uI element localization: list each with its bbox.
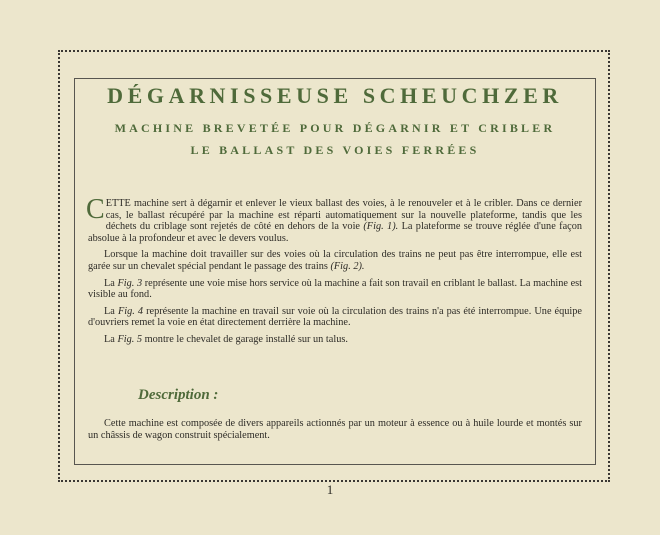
page-number: 1 xyxy=(326,482,334,497)
body-text xyxy=(86,194,583,351)
paragraph-1-end: La plateforme se trouve réglée d'une façon absolue à la profondeur et avec le devers voulus. xyxy=(88,221,583,244)
subtitle-line-1: MACHINE BREVETÉE POUR DÉGARNIR ET CRIBLER xyxy=(114,121,556,135)
figure-ref: (Fig. 2). xyxy=(330,260,365,272)
paragraph-2 xyxy=(88,249,582,272)
paragraph-4-start: La xyxy=(104,305,115,317)
description-heading: Description : xyxy=(138,387,219,403)
paragraph-5-text: montre le chevalet de garage installé sur un talus. xyxy=(144,333,348,345)
paragraph-3-text: représente une voie mise hors service où la machine a fait son travail en criblant le ballast. La machine est visible au fond. xyxy=(88,277,583,301)
paragraph-1-text: ETTE machine sert à dégarnir et enlever le vieux ballast des voies, à le renouveler et à le cribler. Dans ce dernier cas, le ballast récupéré par la machine est réparti automatiquement sur la nouvelle plateforme, tandis que les déchets du criblage sont rejetés de côté en dehors de la voie xyxy=(105,198,582,233)
paragraph-3-start: La xyxy=(104,277,115,289)
drop-cap: C xyxy=(86,194,105,225)
figure-ref: Fig. 5 xyxy=(117,333,143,345)
figure-ref: Fig. 4 xyxy=(117,305,144,317)
figure-ref: (Fig. 1). xyxy=(363,221,399,233)
paragraph-4-text: représente la machine en travail sur voie où la circulation des trains n'a pas été interrompue. Une équipe d'ouvriers remet la voie en état directement derrière la machine. xyxy=(88,305,583,329)
paragraph-2-text: Lorsque la machine doit travailler sur des voies où la circulation des trains ne peut pas être interrompue, elle est garée sur un chevalet spécial pendant le passage des trains xyxy=(88,249,582,272)
paragraph-4 xyxy=(88,306,582,329)
paragraph-3 xyxy=(88,278,582,301)
paragraph-5-start: La xyxy=(104,333,115,345)
page-title: DÉGARNISSEUSE SCHEUCHZER xyxy=(107,83,563,108)
description-text: Cette machine est composée de divers appareils actionnés par un moteur à essence ou à huile lourde et montés sur un châssis de wagon construit spécialement. xyxy=(88,418,582,441)
paragraph-1 xyxy=(86,194,583,244)
paragraph-5 xyxy=(88,334,582,346)
figure-ref: Fig. 3 xyxy=(117,277,143,289)
subtitle-line-2: LE BALLAST DES VOIES FERRÉES xyxy=(190,143,480,157)
